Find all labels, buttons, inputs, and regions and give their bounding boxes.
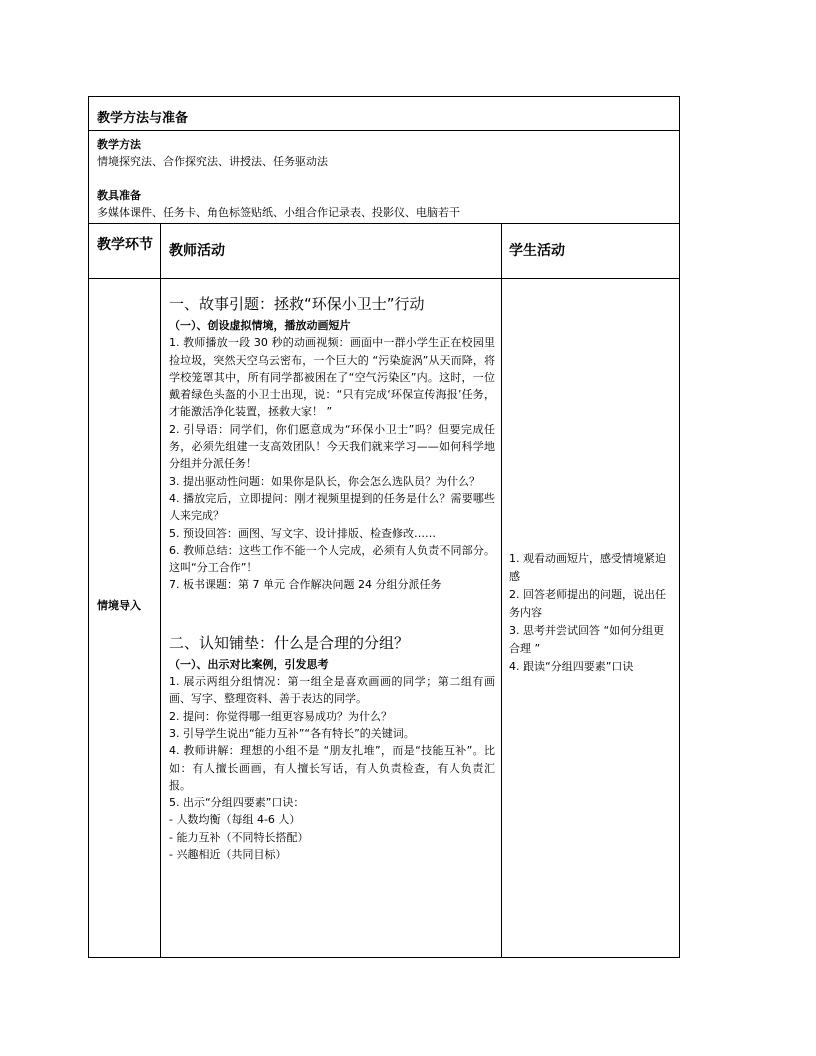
- teacher-item: - 兴趣相近（共同目标）: [169, 848, 287, 862]
- teacher-item: 2. 提问：你觉得哪一组更容易成功？为什么？: [169, 709, 392, 723]
- section-title: 二、认知铺垫：什么是合理的分组？: [169, 633, 410, 652]
- teacher-item: 5. 出示“分组四要素”口诀：: [169, 796, 305, 810]
- teacher-item: 1. 教师播放一段 30 秒的动画视频：画面中一群小学生正在校园里捡垃圾，突然天空乌云密布，一个巨大的 “污染旋涡”从天而降，将学校笼罩其中，所有同学都被困在了“空气污染区”内。这时，一位戴着绿色头盔的小卫士出现，说：“只有完成‘环保宣传海报’任务，才能激活净化装置，拯救大家！ ”: [169, 336, 495, 419]
- teacher-item: 1. 展示两组分组情况：第一组全是喜欢画画的同学；第二组有画画、写字、整理资料、善于表达的同学。: [169, 675, 495, 706]
- teacher-item: 3. 提出驱动性问题：如果你是队长，你会怎么选队员？为什么？: [169, 474, 480, 488]
- lesson-plan-table: [88, 96, 680, 958]
- student-item: 2. 回答老师提出的问题，说出任务内容: [509, 588, 666, 619]
- student-item: 1. 观看动画短片，感受情境紧迫感: [509, 552, 666, 583]
- column-divider: [501, 224, 502, 957]
- stage-label: 情境导入: [97, 599, 141, 612]
- teacher-activity-cell: [169, 293, 495, 863]
- spacer: [97, 170, 679, 187]
- column-header-row: [89, 224, 679, 279]
- method-title: 教学方法: [97, 138, 141, 151]
- teacher-item: 4. 教师讲解：理想的小组不是 “朋友扎堆”，而是“技能互补”。比如：有人擅长画画，有人擅长写话，有人负责检查，有人负责汇报。: [169, 744, 495, 792]
- teacher-item: 4. 播放完后，立即提问：刚才视频里提到的任务是什么？需要哪些人来完成？: [169, 491, 495, 523]
- teacher-item: - 能力互补（不同特长搭配）: [169, 830, 309, 844]
- column-divider: [160, 224, 161, 957]
- method-text: 情境探究法、合作探究法、讲授法、任务驱动法: [97, 155, 328, 168]
- teacher-item: 7. 板书课题：第 7 单元 合作解决问题 24 分组分派任务: [169, 578, 442, 592]
- student-item: 3. 思考并尝试回答 “如何分组更合理 ”: [509, 624, 665, 655]
- teacher-item: 3. 引导学生说出“能力互补”“各有特长”的关键词。: [169, 726, 415, 740]
- methods-header: 教学方法与准备: [89, 97, 679, 131]
- section-subtitle: （一）、创设虚拟情境，播放动画短片: [169, 319, 351, 332]
- teacher-item: 2. 引导语：同学们，你们愿意成为“环保小卫士”吗？但要完成任务，必须先组建一支高效团队！今天我们就来学习——如何科学地分组并分派任务！: [169, 422, 495, 471]
- teacher-item: - 人数均衡（每组 4-6 人）: [169, 813, 301, 827]
- column-header-teacher: 教师活动: [169, 243, 225, 259]
- spacer: [169, 594, 495, 632]
- teacher-item: 5. 预设回答：画图、写文字、设计排版、检查修改……: [169, 526, 436, 540]
- section-title: 一、故事引题：拯救“环保小卫士”行动: [169, 295, 425, 313]
- methods-section: [89, 131, 679, 224]
- prep-text: 多媒体课件、任务卡、角色标签贴纸、小组合作记录表、投影仪、电脑若干: [97, 206, 460, 219]
- teacher-item: 6. 教师总结：这些工作不能一个人完成，必须有人负责不同部分。这叫“分工合作”！: [169, 543, 495, 575]
- student-item: 4. 跟读“分组四要素”口诀: [509, 660, 634, 673]
- column-header-stage: 教学环节: [97, 237, 153, 253]
- section-subtitle: （一）、出示对比案例，引发思考: [169, 657, 329, 671]
- column-header-student: 学生活动: [509, 243, 565, 259]
- prep-title: 教具准备: [97, 189, 141, 202]
- student-activity-cell: [509, 550, 671, 676]
